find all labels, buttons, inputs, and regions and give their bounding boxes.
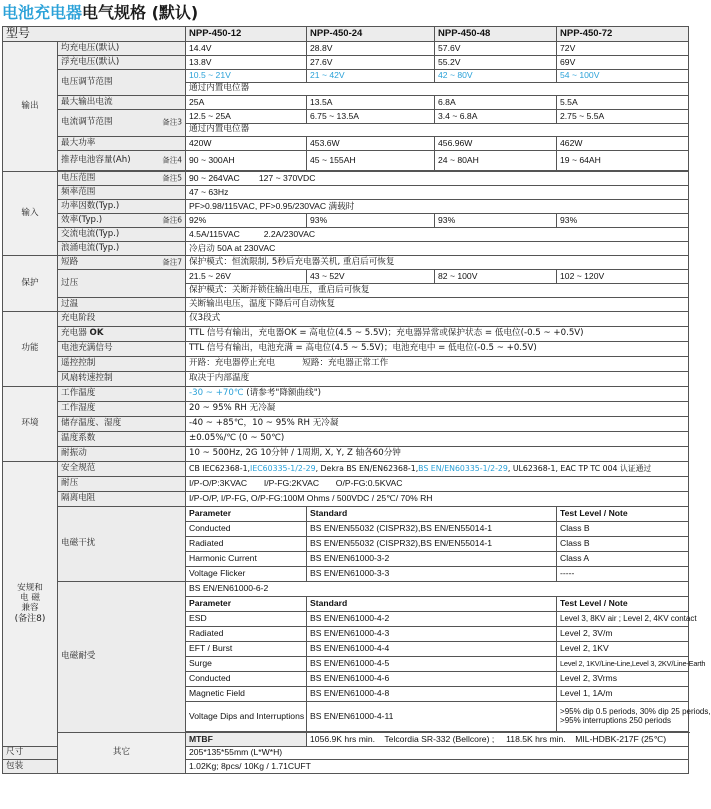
value-cell: 43 ~ 52V [307,270,435,284]
label-text: 电流调节范围 [61,117,113,128]
value-cell: 28.8V [307,42,435,56]
label-fan: 风扇转速控制 [58,372,186,387]
note-tag: 备注4 [162,155,183,165]
value-cell: 69V [557,56,689,70]
model-name: NPP-450-24 [307,27,435,42]
note-tag: 备注3 [162,117,183,127]
label-text: 短路 [61,256,79,267]
ems-level [557,702,711,732]
model-header-row [3,27,689,42]
label-current-adj [58,110,186,137]
label-max-current: 最大输出电流 [58,96,186,110]
label-ac-current: 交流电流(Typ.) [58,228,186,242]
value-cell: TTL 信号有输出，电池充满 = 高电位(4.5 ~ 5.5V)；电池充电中 = 低电位(-0.5 ~ +0.5V) [186,342,689,357]
ems-param: Magnetic Field [186,687,307,702]
label-isolation: 隔离电阻 [58,492,186,507]
emi-standard: BS EN/EN61000-3-2 [307,552,557,567]
label-remote: 遥控控制 [58,357,186,372]
label-text: 电压范围 [61,172,96,183]
emi-param: Voltage Flicker [186,567,307,582]
emi-head: Test Level / Note [557,507,689,522]
ems-level: Level 2, 1KV [557,642,689,657]
std-part: , Dekra BS EN/EN62368-1, [315,463,419,473]
value-cell: 42 ~ 80V [435,70,557,83]
note-tag: 备注5 [162,173,183,183]
value-cell: 10 ~ 500Hz, 2G 10分钟 / 1周期, X, Y, Z 轴各60分钟 [186,447,689,462]
label-overtemp: 过温 [58,298,186,312]
ems-param: ESD [186,612,307,627]
emi-standard: BS EN/EN55032 (CISPR32),BS EN/EN55014-1 [307,537,557,552]
label-withstand: 耐压 [58,477,186,492]
ems-param: Surge [186,657,307,672]
ems-standard: BS EN/EN61000-4-11 [307,702,557,732]
group-others: 其它 [58,733,186,774]
emi-standard: BS EN/EN55032 (CISPR32),BS EN/EN55014-1 [307,522,557,537]
value-cell: 90 ~ 264VAC 127 ~ 370VDC [186,172,689,186]
label-boost-voltage: 均充电压(默认) [58,42,186,56]
label-ok: OK [89,328,104,339]
group-protection: 保护 [3,256,58,312]
value-cell: ±0.05%/℃ (0 ~ 50℃) [186,432,689,447]
label-text: 效率(Typ.) [61,214,103,225]
label-text: 充电器 [61,328,87,339]
value-cell: 仅3段式 [186,312,689,327]
title-spec: 电气规格 (默认) [82,3,199,22]
value-cell: 93% [557,214,689,228]
value-cell: 82 ~ 100V [435,270,557,284]
emi-level: Class B [557,522,689,537]
label-ems: 电磁耐受 [58,582,186,733]
group-environment: 环境 [3,387,58,462]
value-cell: 开路：充电器停止充电 短路：充电器正常工作 [186,357,689,372]
group-function: 功能 [3,312,58,387]
value-cell: 14.4V [186,42,307,56]
label-storage: 储存温度、湿度 [58,417,186,432]
emi-level: ----- [557,567,689,582]
label-safety-standards: 安全规范 [58,462,186,477]
ems-param: EFT / Burst [186,642,307,657]
value-cell: 102 ~ 120V [557,270,689,284]
model-label: 型号 [3,27,186,42]
value-cell: PF>0.98/115VAC, PF>0.95/230VAC 满载时 [186,200,689,214]
value-cell: 2.75 ~ 5.5A [557,110,689,124]
value-cell: 93% [435,214,557,228]
value-cell: 5.5A [557,96,689,110]
group-line: 电 磁 [20,592,40,603]
value-cell: 6.75 ~ 13.5A [307,110,435,124]
value-cell: 1.02Kg; 8pcs/ 10Kg / 1.71CUFT [186,760,689,774]
value-cell: 3.4 ~ 6.8A [435,110,557,124]
label-inrush: 浪涌电流(Typ.) [58,242,186,256]
label-voltage-range [58,172,186,186]
temp-range: -30 ~ +70℃ [189,388,244,399]
page-title [2,0,198,24]
ems-param: Voltage Dips and Interruptions [186,702,307,732]
group-input: 输入 [3,172,58,256]
temp-note: (请参考"降额曲线") [243,388,322,399]
std-part: , UL62368-1, EAC TP TC 004 认证通过 [507,463,652,473]
emi-param: Radiated [186,537,307,552]
group-output: 输出 [3,42,58,172]
label-power-factor: 功率因数(Typ.) [58,200,186,214]
value-cell: 54 ~ 100V [557,70,689,83]
value-cell: 21.5 ~ 26V [186,270,307,284]
value-cell: 保护模式：恒流限制, 5秒后充电器关机, 重启后可恢复 [186,256,689,270]
value-cell: 6.8A [435,96,557,110]
group-line: 安规和 [17,583,43,594]
value-cell: 420W [186,137,307,151]
model-name: NPP-450-72 [557,27,689,42]
ems-standard: BS EN/EN61000-4-8 [307,687,557,702]
model-name: NPP-450-48 [435,27,557,42]
voltage-adj-note: 通过内置电位器 [186,83,689,96]
label-packing: 包装 [3,760,58,774]
value-cell: 55.2V [435,56,557,70]
ems-level: Level 3, 8KV air ; Level 2, 4KV contact [557,612,689,627]
ems-standard: BS EN/EN61000-4-3 [307,627,557,642]
ems-head: Standard [307,597,557,612]
ems-head: Test Level / Note [557,597,689,612]
label-vibration: 耐振动 [58,447,186,462]
value-cell: 13.5A [307,96,435,110]
emi-param: Harmonic Current [186,552,307,567]
emi-level: Class B [557,537,689,552]
value-cell: 456.96W [435,137,557,151]
ems-level: Level 2, 1KV/Line-Line,Level 3, 2KV/Line-Earth [557,657,689,672]
ems-standard: BS EN/EN61000-4-6 [307,672,557,687]
value-cell: 4.5A/115VAC 2.2A/230VAC [186,228,689,242]
label-max-power: 最大功率 [58,137,186,151]
label-voltage-adj: 电压调节范围 [58,70,186,96]
value-cell: 93% [307,214,435,228]
value-cell: -40 ~ +85℃，10 ~ 95% RH 无冷凝 [186,417,689,432]
value-cell: I/P-O/P:3KVAC I/P-FG:2KVAC O/P-FG:0.5KVAC [186,477,689,492]
value-cell [186,387,689,402]
value-cell: 27.6V [307,56,435,70]
note-tag: 备注7 [162,257,183,267]
model-name: NPP-450-12 [186,27,307,42]
group-note: (备注8) [14,613,46,624]
value-cell: 13.8V [186,56,307,70]
value-cell: 24 ~ 80AH [435,151,557,171]
label-temp-coef: 温度系数 [58,432,186,447]
overvoltage-note: 保护模式：关断并锁住输出电压，重启后可恢复 [186,284,689,298]
ems-head: Parameter [186,597,307,612]
label-charger-ok [58,327,186,342]
ems-standard: BS EN/EN61000-4-5 [307,657,557,672]
label-work-temp: 工作温度 [58,387,186,402]
value-cell: 关断输出电压，温度下降后可自动恢复 [186,298,689,312]
ems-level: Level 2, 3V/m [557,627,689,642]
value-cell: 1056.9K hrs min. Telcordia SR-332 (Bellcore) ; 118.5K hrs min. MIL-HDBK-217F (25℃) [307,733,689,747]
value-cell: 取决于内部温度 [186,372,689,387]
emi-head: Parameter [186,507,307,522]
label-emi: 电磁干扰 [58,507,186,582]
value-cell: 462W [557,137,689,151]
value-cell: 45 ~ 155AH [307,151,435,171]
value-cell: 19 ~ 64AH [557,151,689,171]
emi-head: Standard [307,507,557,522]
value-cell: 92% [186,214,307,228]
label-frequency: 频率范围 [58,186,186,200]
ems-level: Level 1, 1A/m [557,687,689,702]
value-cell: 47 ~ 63Hz [186,186,689,200]
std-part: IEC60335-1/2-29 [250,463,316,473]
emi-standard: BS EN/EN61000-3-3 [307,567,557,582]
value-cell: I/P-O/P, I/P-FG, O/P-FG:100M Ohms / 500VDC / 25℃/ 70% RH [186,492,689,507]
ems-level: Level 2, 3Vrms [557,672,689,687]
label-full-signal: 电池充满信号 [58,342,186,357]
label-stage: 充电阶段 [58,312,186,327]
std-part: BS EN/EN60335-1/2-29 [418,463,508,473]
value-cell: 205*135*55mm (L*W*H) [186,747,689,760]
value-cell: 453.6W [307,137,435,151]
value-cell: 10.5 ~ 21V [186,70,307,83]
value-cell: 72V [557,42,689,56]
value-cell [186,462,689,477]
current-adj-note: 通过内置电位器 [186,124,689,137]
label-overvoltage: 过压 [58,270,186,298]
label-efficiency [58,214,186,228]
emi-level: Class A [557,552,689,567]
group-line: 兼容 [21,602,39,613]
dips-note: >95% interruptions 250 periods [560,715,671,725]
spec-table [2,26,711,774]
ems-standard: BS EN/EN61000-4-4 [307,642,557,657]
value-cell: 20 ~ 95% RH 无冷凝 [186,402,689,417]
value-cell: 冷启动 50A at 230VAC [186,242,689,256]
value-cell: 90 ~ 300AH [186,151,307,171]
emi-param: Conducted [186,522,307,537]
note-tag: 备注6 [162,215,183,225]
ems-param: Conducted [186,672,307,687]
value-cell: 25A [186,96,307,110]
value-cell: 57.6V [435,42,557,56]
label-dimension: 尺寸 [3,747,58,760]
std-part: CB IEC62368-1, [189,463,251,473]
ems-param: Radiated [186,627,307,642]
label-mtbf: MTBF [186,733,307,747]
label-battery-capacity [58,151,186,171]
ems-standard: BS EN/EN61000-4-2 [307,612,557,627]
ems-top: BS EN/EN61000-6-2 [186,582,689,597]
group-safety-emc [3,462,58,747]
label-text: 推荐电池容量(Ah) [61,154,131,165]
title-product: 电池充电器 [2,3,83,22]
dips-note: >95% dip 0.5 periods, 30% dip 25 periods, [560,706,711,716]
label-short [58,256,186,270]
label-work-humidity: 工作湿度 [58,402,186,417]
value-cell: TTL 信号有输出，充电器OK = 高电位(4.5 ~ 5.5V)；充电器异常或保护状态 = 低电位(-0.5 ~ +0.5V) [186,327,689,342]
value-cell: 12.5 ~ 25A [186,110,307,124]
value-cell: 21 ~ 42V [307,70,435,83]
label-float-voltage: 浮充电压(默认) [58,56,186,70]
